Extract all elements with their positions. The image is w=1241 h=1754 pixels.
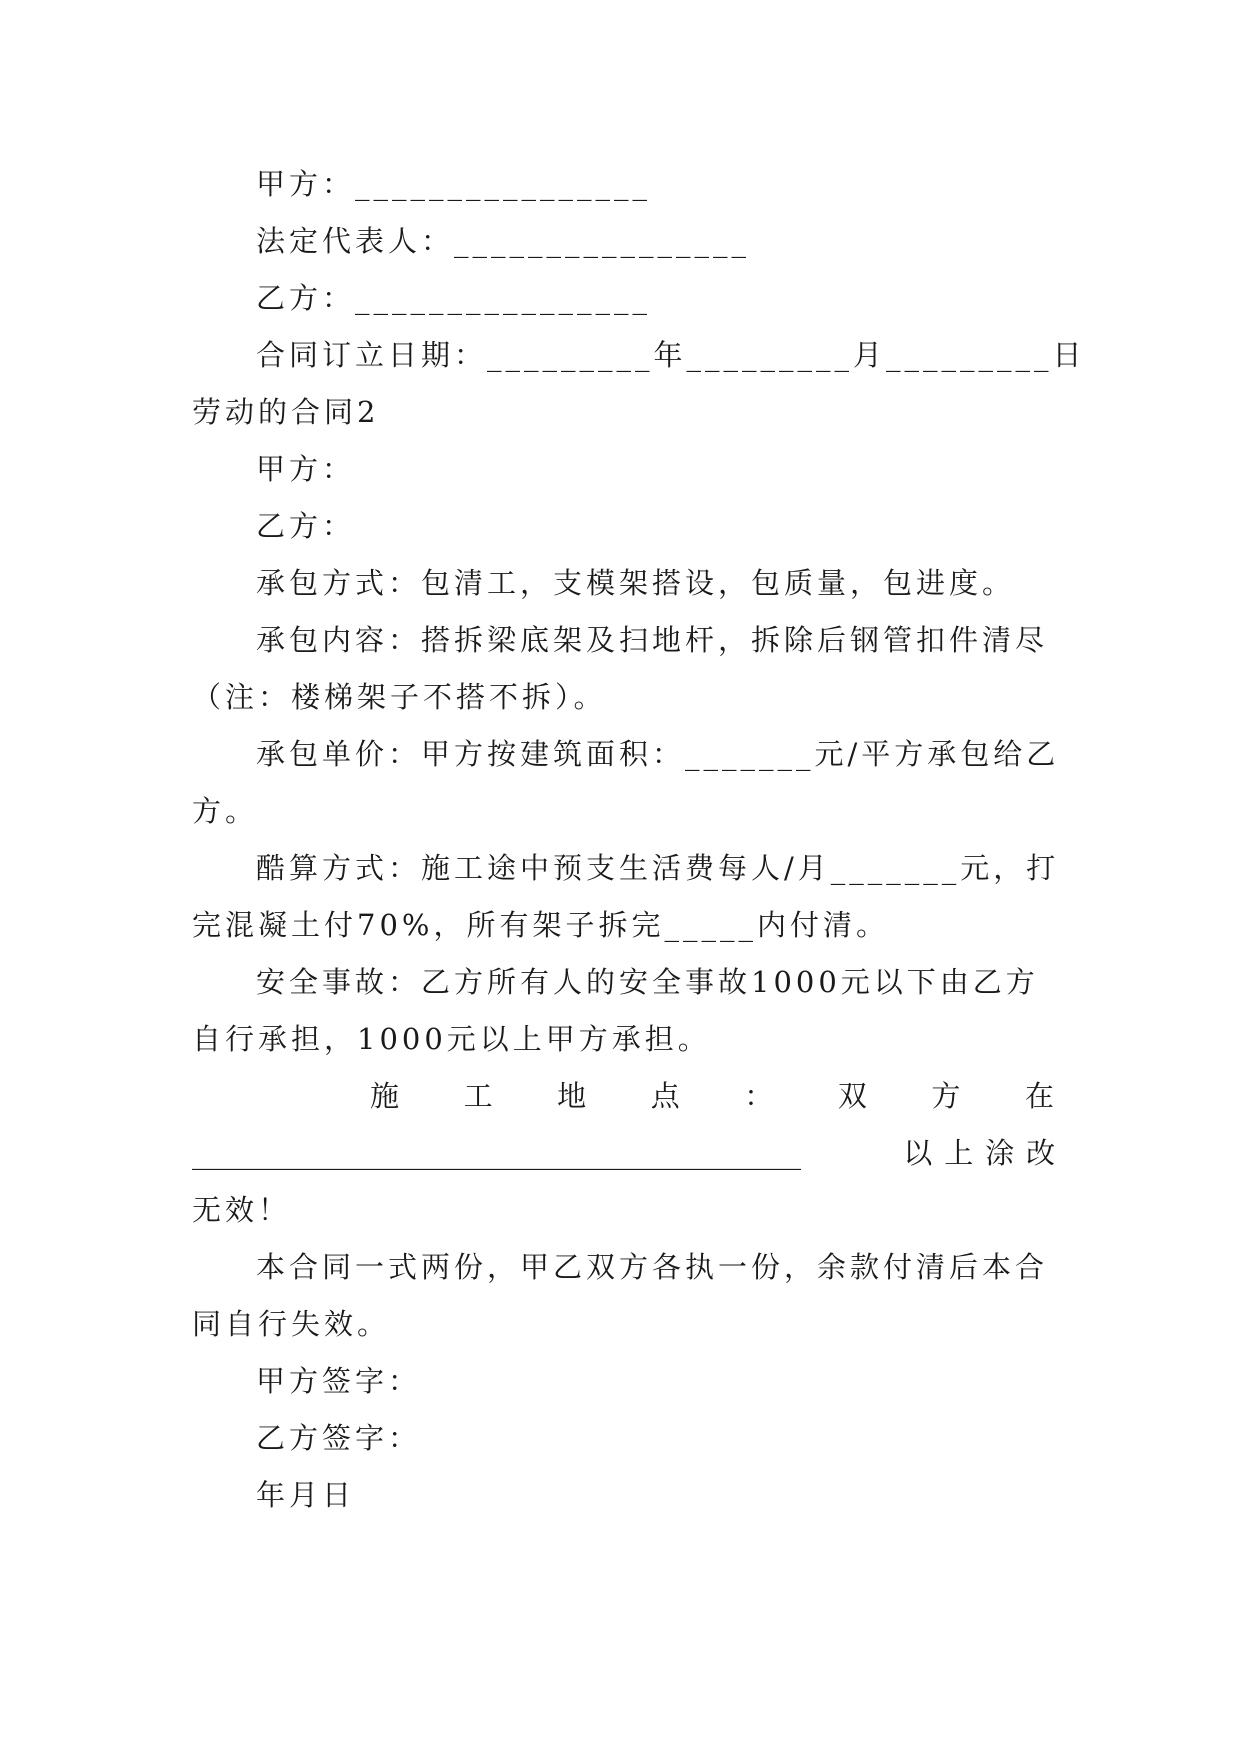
long-blank: __________________________________________ — [192, 1136, 801, 1170]
contract-content: 承包内容：搭拆梁底架及扫地杆，拆除后钢管扣件清尽 — [256, 623, 1049, 657]
note-char: 以 — [903, 1136, 933, 1170]
contract-method: 承包方式：包清工，支模架搭设，包质量，包进度。 — [256, 566, 1016, 600]
party-a-line: 甲方：________________ — [256, 167, 652, 201]
unit-price-cont: 方。 — [192, 794, 259, 828]
site-char: 工 — [463, 1079, 493, 1113]
note-char: 上 — [944, 1136, 974, 1170]
site-char: ： — [744, 1079, 774, 1113]
party-a-label: 甲方： — [256, 452, 356, 486]
settlement-method-cont: 完混凝土付70%，所有架子拆完_____内付清。 — [192, 908, 889, 942]
safety-accident: 安全事故：乙方所有人的安全事故1000元以下由乙方 — [256, 965, 1039, 999]
copies-clause: 本合同一式两份，甲乙双方各执一份，余款付清后本合 — [256, 1250, 1049, 1284]
party-b-label: 乙方： — [256, 509, 356, 543]
blank-line-row — [192, 1131, 1054, 1175]
invalid-note: 无效！ — [192, 1193, 292, 1227]
site-char: 双 — [837, 1079, 867, 1113]
construction-site-line — [370, 1074, 1054, 1118]
site-char: 在 — [1024, 1079, 1054, 1113]
unit-price: 承包单价：甲方按建筑面积：_______元/平方承包给乙 — [256, 737, 1060, 771]
signature-date: 年月日 — [256, 1478, 356, 1512]
legal-representative-line: 法定代表人：________________ — [256, 224, 751, 258]
site-char: 地 — [557, 1079, 587, 1113]
party-a-signature: 甲方签字： — [256, 1364, 422, 1398]
safety-accident-cont: 自行承担，1000元以上甲方承担。 — [192, 1022, 711, 1056]
party-b-line: 乙方：________________ — [256, 281, 652, 315]
alteration-note — [903, 1131, 1055, 1175]
site-char: 方 — [931, 1079, 961, 1113]
note-char: 改 — [1026, 1136, 1056, 1170]
party-b-signature: 乙方签字： — [256, 1421, 422, 1455]
contract-content-cont: （注：楼梯架子不搭不拆）。 — [192, 680, 607, 714]
settlement-method: 酷算方式：施工途中预支生活费每人/月_______元，打 — [256, 851, 1060, 885]
contract-date-line: 合同订立日期：_________年_________月_________日 — [256, 338, 1086, 372]
site-char: 施 — [370, 1079, 400, 1113]
site-char: 点 — [650, 1079, 680, 1113]
copies-clause-cont: 同自行失效。 — [192, 1307, 391, 1341]
contract-title: 劳动的合同2 — [192, 395, 380, 429]
note-char: 涂 — [985, 1136, 1015, 1170]
